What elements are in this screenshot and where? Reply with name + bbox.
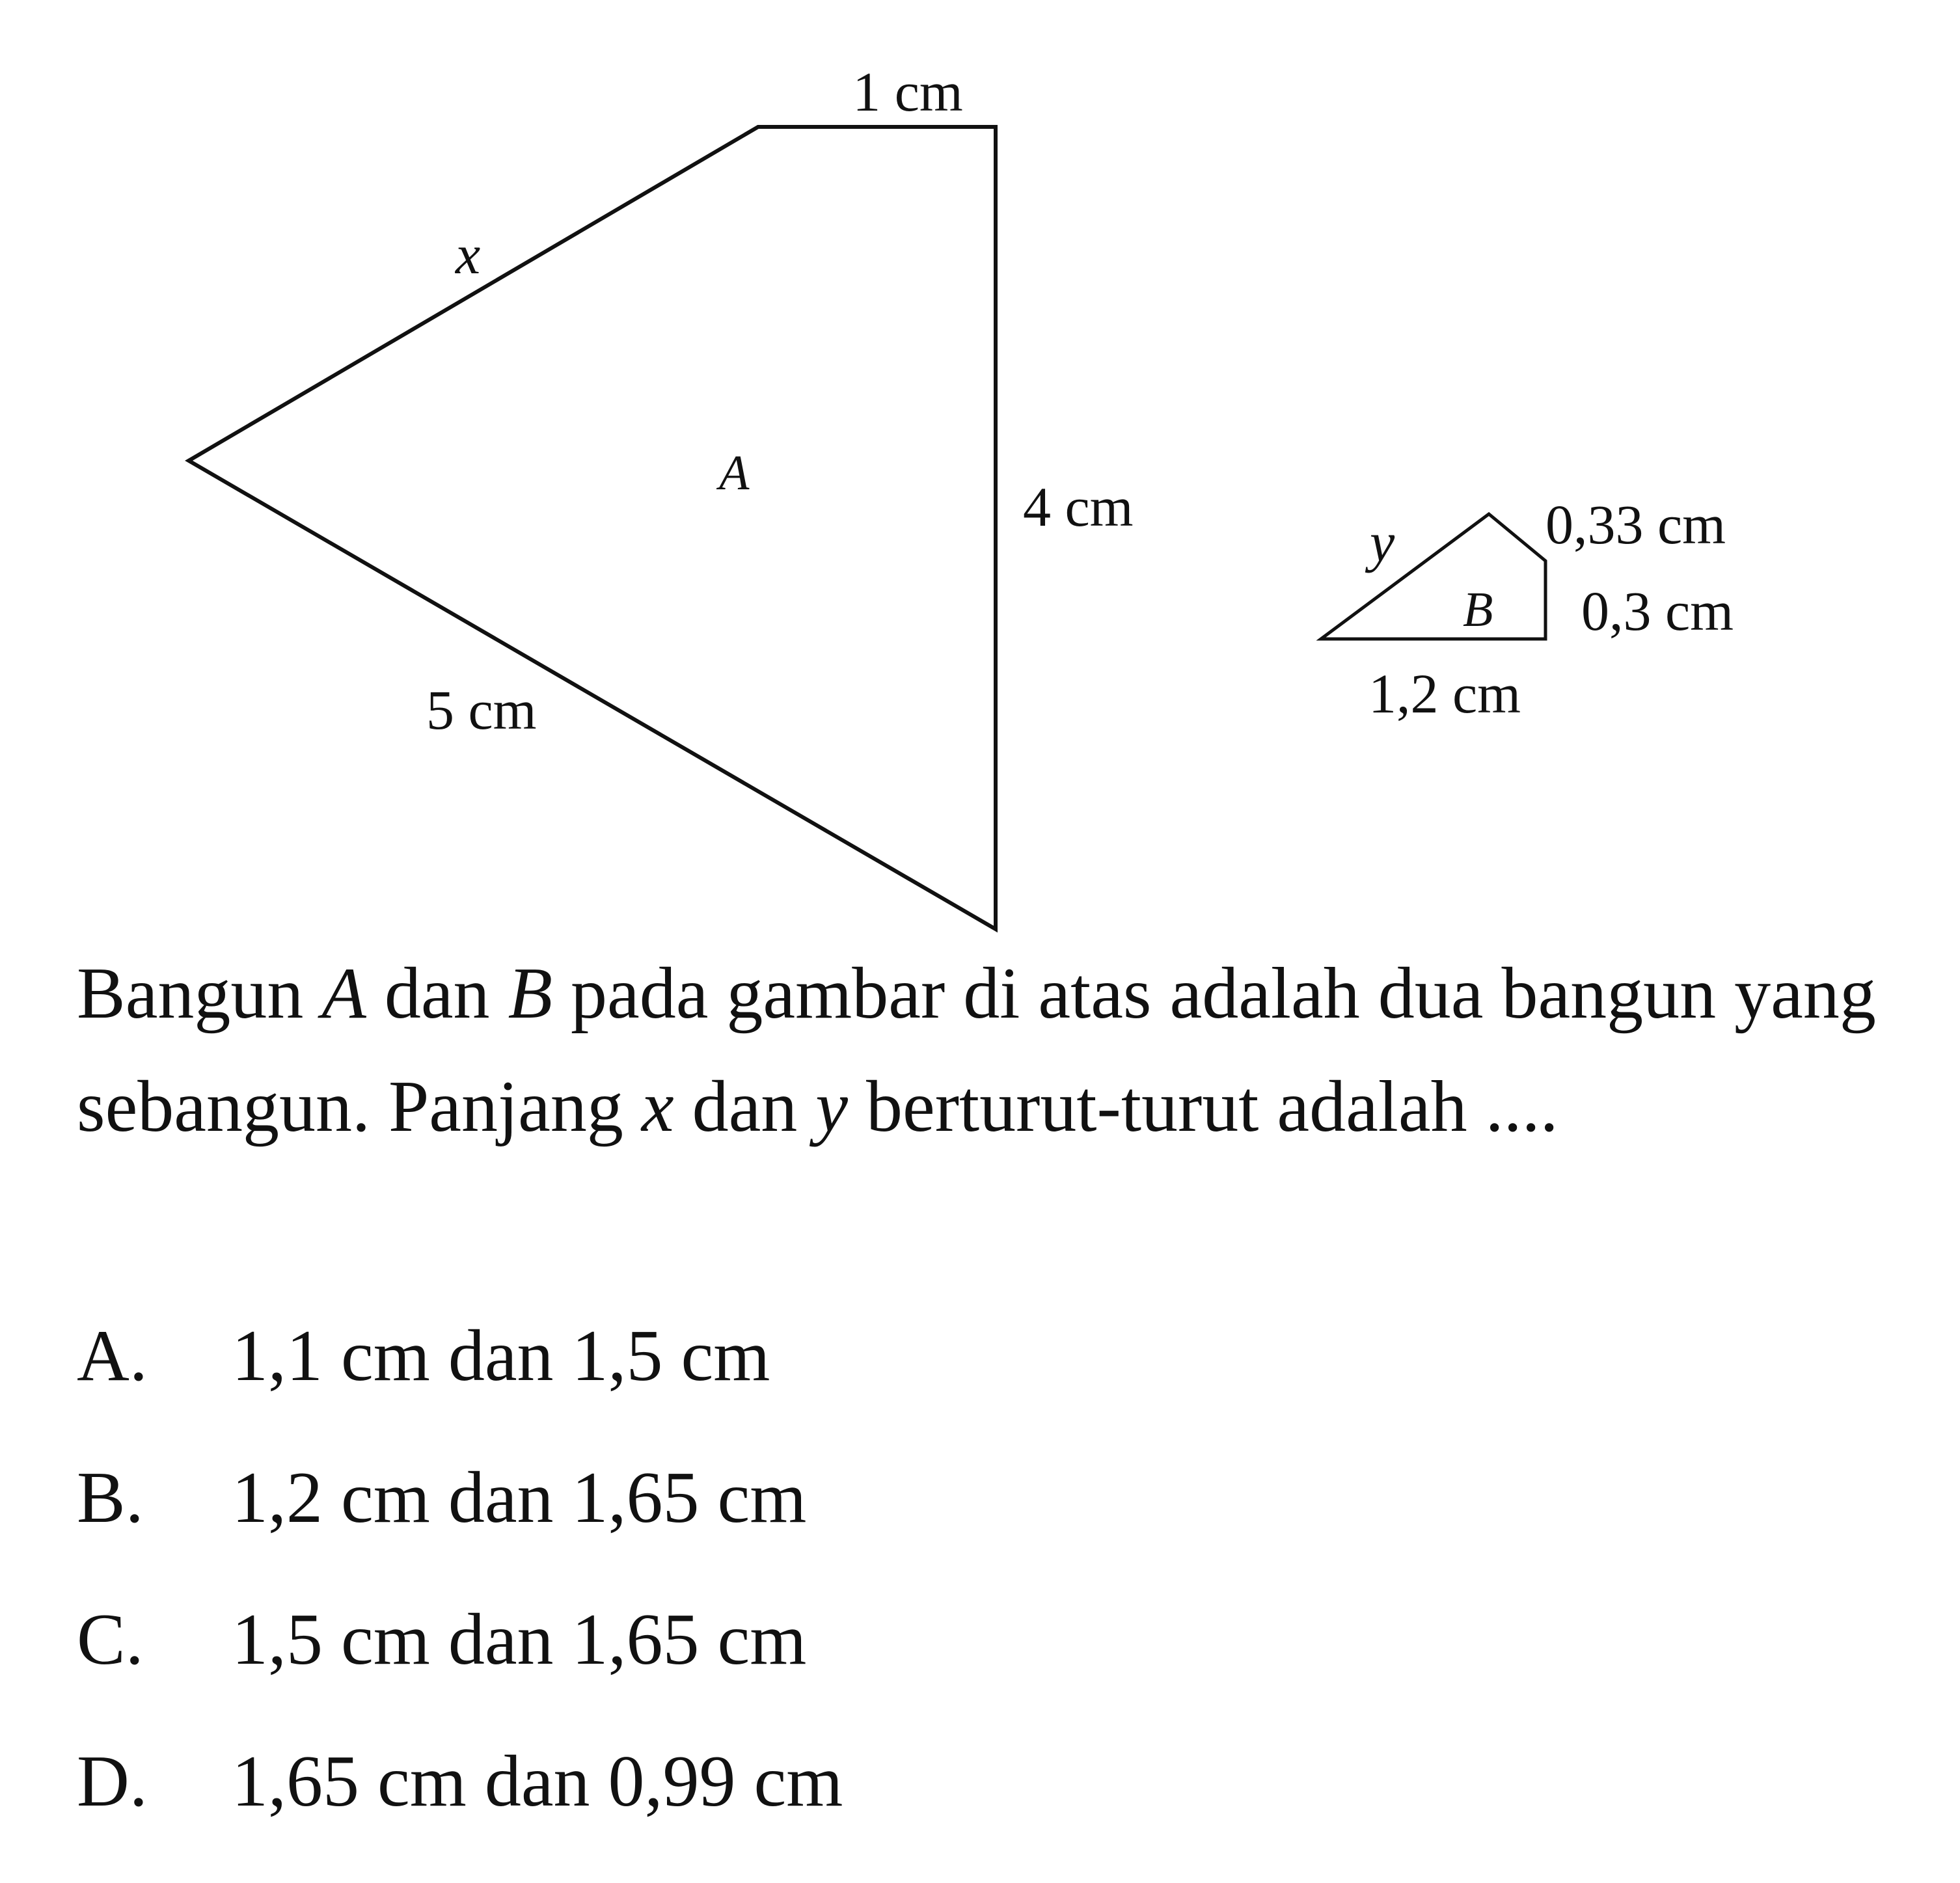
option-a-letter: A. [77,1316,148,1396]
shape-b-outline [1321,514,1545,639]
shape-a-label-right: 4 cm [1023,476,1134,538]
question-part-4: dan [674,1066,816,1147]
shape-a-label-x: x [456,223,481,286]
shape-b-name: B [1463,582,1493,637]
question-var-x: x [641,1066,674,1147]
question-part-1: Bangun [77,953,322,1034]
shape-b-label-y: y [1370,511,1395,573]
option-c-text: 1,5 cm dan 1,65 cm [232,1599,807,1680]
answer-options [77,1285,1938,1852]
question-text [77,937,1938,1163]
option-c-letter: C. [77,1599,144,1680]
option-b-letter: B. [77,1457,144,1538]
option-b-text: 1,2 cm dan 1,65 cm [232,1457,807,1538]
option-d-letter: D. [77,1741,148,1822]
shape-a-label-top: 1 cm [852,61,963,123]
shape-b-label-bottom: 1,2 cm [1368,662,1521,725]
option-d-text: 1,65 cm dan 0,99 cm [232,1741,843,1822]
option-b[interactable] [77,1427,1938,1569]
option-d[interactable] [77,1711,1938,1852]
question-part-5: berturut-turut adalah .... [848,1066,1558,1147]
question-var-b: B [508,953,552,1034]
question-var-y: y [815,1066,848,1147]
shape-b-label-right: 0,3 cm [1581,580,1734,642]
option-a-text: 1,1 cm dan 1,5 cm [232,1316,770,1396]
question-var-a: A [321,953,366,1034]
question-part-3: pada gambar di atas adalah dua bangun yang sebangun. Panjang [77,953,1876,1147]
option-a[interactable] [77,1285,1938,1427]
shape-a-outline [189,127,996,929]
option-c[interactable] [77,1569,1938,1711]
shape-a-label-bottom-left: 5 cm [426,679,537,741]
question-part-2: dan [366,953,508,1034]
shape-a-name: A [719,446,750,500]
shape-b-label-top-right: 0,33 cm [1545,493,1726,556]
